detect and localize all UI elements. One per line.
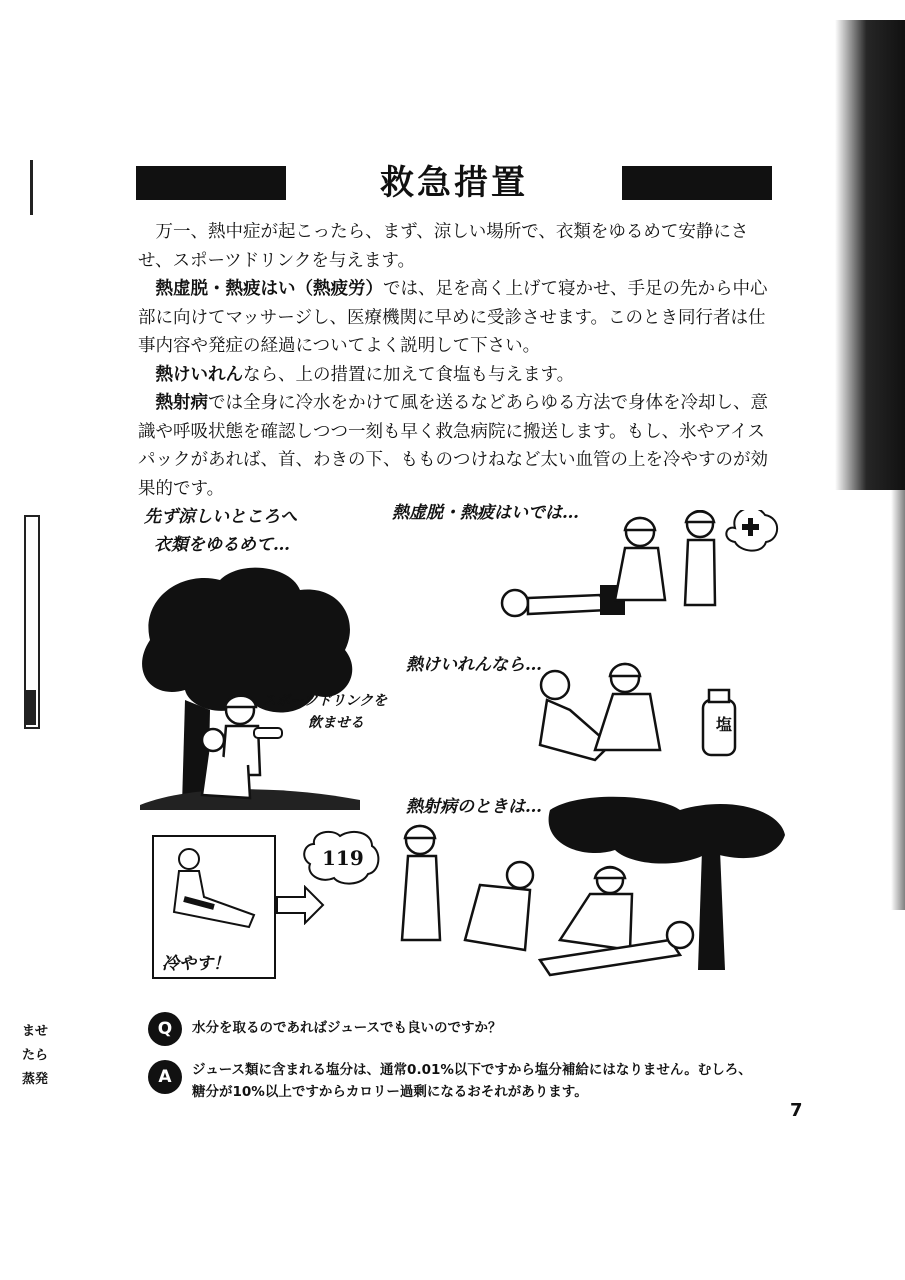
sports-drink-caption-2: 飲ませる bbox=[308, 715, 364, 731]
cramps-caption: 熱けいれんなら… bbox=[406, 655, 542, 675]
cool-place-caption-1: 先ず涼しいところへ bbox=[144, 507, 297, 527]
margin-text-3: 蒸発 bbox=[22, 1072, 49, 1087]
exhaustion-caption: 熱虚脱・熱疲はいでは… bbox=[392, 503, 579, 523]
paragraph-heatstroke: 熱射病では全身に冷水をかけて風を送るなどあらゆる方法で身体を冷却し、意識や呼吸状態を確認しつつ一刻も早く救急病院に搬送します。もし、氷やアイスパックがあれば、首、わきの下、もものつけねなど太い血管の上を冷やすのが効果的です。 bbox=[138, 393, 768, 499]
cool-down-caption: 冷やす！ bbox=[162, 954, 230, 974]
cooling-body-drawing bbox=[154, 837, 274, 947]
answer-text-line-1: ジュース類に含まれる塩分は、通常0.01%以下ですから塩分補給にはなりません。むしろ、 bbox=[192, 1062, 752, 1078]
arrow-right-icon bbox=[275, 885, 325, 925]
first-aid-illustration bbox=[130, 490, 790, 990]
answer-text-line-2: 糖分が10%以上ですからカロリー過剰になるおそれがあります。 bbox=[192, 1084, 588, 1100]
heat-cramps-drawing bbox=[525, 650, 755, 770]
tree-shade-drawing bbox=[130, 560, 370, 810]
cool-place-caption-2: 衣類をゆるめて… bbox=[154, 535, 290, 555]
sports-drink-caption-1: スポーツドリンクを bbox=[262, 693, 388, 709]
heatstroke-scene-drawing bbox=[380, 790, 790, 980]
paragraph-heat-exhaustion: 熱虚脱・熱疲はい（熱疲労）では、足を高く上げて寝かせ、手足の先から中心部に向けてマッサージし、医療機関に早めに受診させます。このとき同行者は仕事内容や発症の経過についてよく説明して下さい。 bbox=[138, 279, 768, 356]
previous-page-bleed bbox=[0, 150, 60, 1110]
margin-text-2: たら bbox=[22, 1048, 49, 1063]
scan-shadow-edge bbox=[835, 20, 905, 490]
page-title: 救急措置 bbox=[380, 163, 528, 203]
question-icon: Q bbox=[148, 1012, 182, 1046]
cooling-inset bbox=[152, 835, 276, 979]
salt-label: 塩 bbox=[716, 715, 733, 734]
body-text bbox=[138, 218, 778, 503]
page-number: 7 bbox=[790, 1100, 803, 1121]
paragraph-intro: 万一、熱中症が起こったら、まず、涼しい場所で、衣類をゆるめて安静にさせ、スポーツドリンクを与えます。 bbox=[138, 222, 749, 271]
emergency-number: 119 bbox=[322, 846, 364, 870]
scan-shadow-edge-lower bbox=[891, 490, 905, 910]
margin-text-1: ませ bbox=[22, 1024, 49, 1039]
title-band bbox=[136, 160, 772, 206]
paragraph-heat-cramps: 熱けいれんなら、上の措置に加えて食塩も与えます。 bbox=[155, 364, 575, 385]
heatstroke-caption: 熱射病のときは… bbox=[406, 797, 542, 817]
question-text: 水分を取るのであればジュースでも良いのですか？ bbox=[192, 1020, 502, 1036]
heat-exhaustion-drawing bbox=[490, 510, 780, 630]
answer-icon: A bbox=[148, 1060, 182, 1094]
